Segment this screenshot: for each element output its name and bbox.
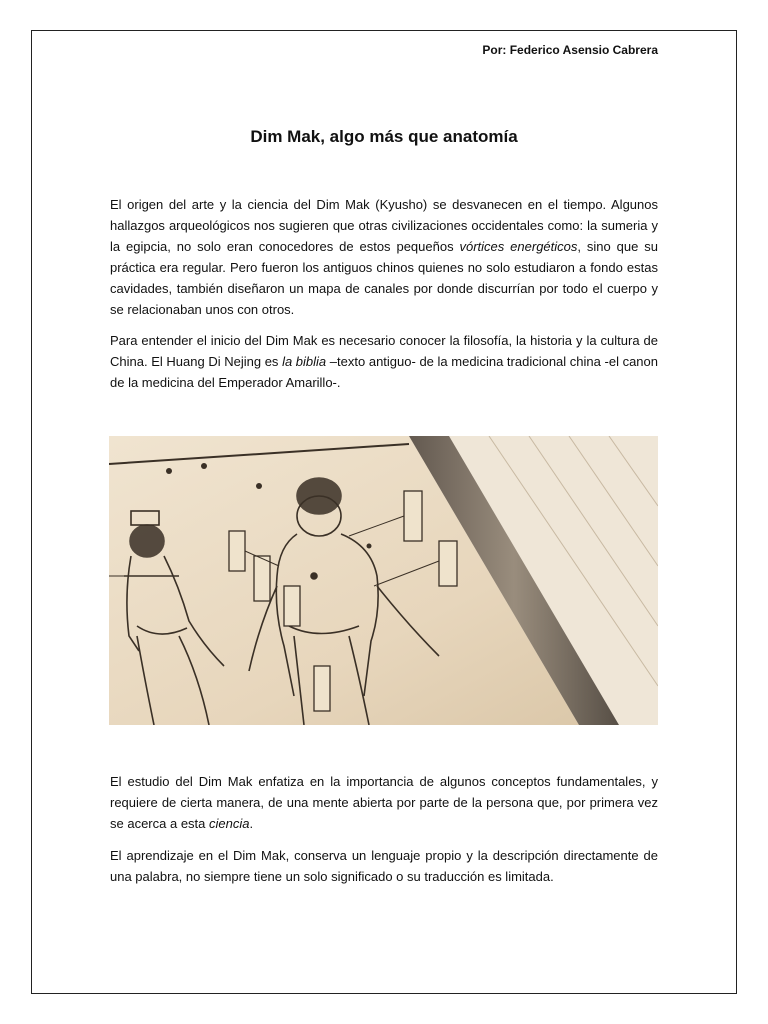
text-span: El estudio del Dim Mak enfatiza en la importancia de algunos conceptos fundamentales, y requiere de cierta manera, de una mente abierta por parte de la persona que, por primera vez se acerca a esta: [110, 774, 658, 831]
italic-term: la biblia: [282, 354, 327, 369]
text-span: –texto antiguo- de la medicina tradicional china -el canon de la medicina del Emperador Amarillo-.: [110, 354, 658, 390]
article-title: Dim Mak, algo más que anatomía: [250, 127, 518, 146]
text-span: El aprendizaje en el Dim Mak, conserva un lenguaje propio y la descripción directamente de una palabra, no siempre tiene un solo significado o su traducción es limitada.: [110, 848, 658, 884]
paragraph-study: [110, 771, 658, 834]
italic-term: ciencia: [209, 816, 250, 831]
paragraph-text: [110, 771, 658, 834]
text-span: , sino que su práctica era regular. Pero fueron los antiguos chinos quienes no solo estudiaron a fondo estas cavidades, también diseñaron un mapa de canales por donde discurrían por todo el cuerpo y se relacionaban unos con otros.: [110, 239, 658, 317]
paragraph-philosophy: [110, 330, 658, 393]
text-span: Para entender el inicio del Dim Mak es necesario conocer la filosofía, la historia y la cultura de China. El Huang Di Nejing es: [110, 333, 658, 369]
paragraph-text: [110, 845, 658, 887]
author-byline: Por: Federico Asensio Cabrera: [482, 43, 658, 57]
paragraph-language: [110, 845, 658, 887]
text-span: El origen del arte y la ciencia del Dim Mak (Kyusho) se desvanecen en el tiempo. Algunos hallazgos arqueológicos nos sugieren que otras civilizaciones occidentales como: la sumeria y la egipcia, no solo eran conocedores de estos pequeños: [110, 197, 658, 254]
acupuncture-chart-photo: [109, 436, 658, 725]
paragraph-text: [110, 330, 658, 393]
text-span: .: [249, 816, 254, 831]
paragraph-text: [110, 194, 658, 320]
italic-term: vórtices energéticos: [459, 239, 578, 254]
paragraph-origin: [110, 194, 658, 320]
